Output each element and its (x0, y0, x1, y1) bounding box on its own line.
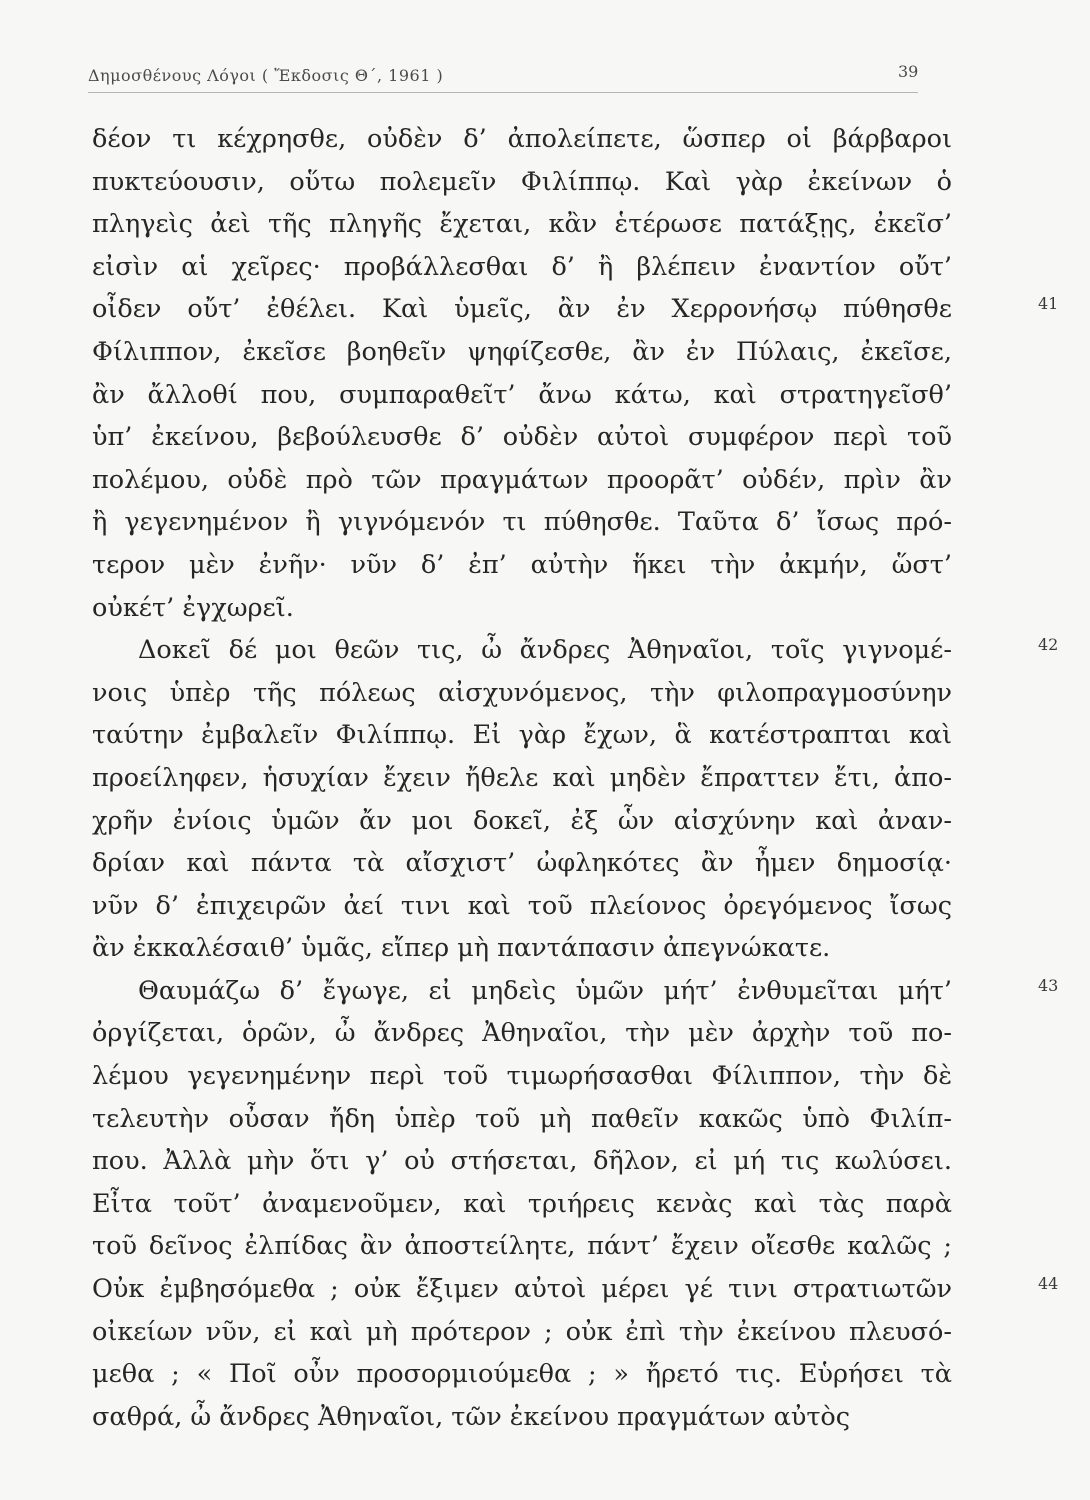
text-line: νῦν δ’ ἐπιχειρῶν ἀεί τινι καὶ τοῦ πλείονος ὀρεγόμενος ἴσως (92, 890, 952, 921)
page-number: 39 (898, 62, 919, 81)
text-line: οἶδεν οὔτ’ ἐθέλει. Καὶ ὑμεῖς, ἂν ἐν Χερρονήσῳ πύθησθε (92, 294, 952, 325)
text-line: τοῦ δεῖνος ἐλπίδας ἂν ἀποστείλητε, πάντ’ ἔχειν οἴεσθε καλῶς ; (92, 1231, 952, 1262)
text-line: πυκτεύουσιν, οὕτω πολεμεῖν Φιλίππῳ. Καὶ γὰρ ἐκείνων ὁ (92, 166, 952, 197)
text-line: εἰσὶν αἱ χεῖρες· προβάλλεσθαι δ’ ἢ βλέπειν ἐναντίον οὔτ’ (92, 251, 952, 282)
text-line: Εἶτα τοῦτ’ ἀναμενοῦμεν, καὶ τριήρεις κενὰς καὶ τὰς παρὰ (92, 1188, 952, 1219)
text-line: τελευτὴν οὖσαν ἤδη ὑπὲρ τοῦ μὴ παθεῖν κακῶς ὑπὸ Φιλίπ- (92, 1103, 952, 1134)
text-line: ἢ γεγενημένον ἢ γιγνόμενόν τι πύθησθε. Ταῦτα δ’ ἴσως πρό- (92, 507, 952, 538)
text-line: μεθα ; « Ποῖ οὖν προσορμιούμεθα ; » ἤρετό τις. Εὑρήσει τὰ (92, 1359, 952, 1390)
text-line: νοις ὑπὲρ τῆς πόλεως αἰσχυνόμενος, τὴν φιλοπραγμοσύνην (92, 677, 952, 708)
text-line: ἂν ἐκκαλέσαιθ’ ὑμᾶς, εἴπερ μὴ παντάπασιν ἀπεγνώκατε. (92, 933, 831, 964)
text-line: τερον μὲν ἐνῆν· νῦν δ’ ἐπ’ αὐτὴν ἥκει τὴν ἀκμήν, ὥστ’ (92, 549, 952, 580)
text-line: χρῆν ἐνίοις ὑμῶν ἄν μοι δοκεῖ, ἐξ ὧν αἰσχύνην καὶ ἀναν- (92, 805, 952, 836)
text-line: προείληφεν, ἡσυχίαν ἔχειν ἤθελε καὶ μηδὲν ἔπραττεν ἔτι, ἀπο- (92, 762, 952, 793)
text-line: ταύτην ἐμβαλεῖν Φιλίππῳ. Εἰ γὰρ ἔχων, ἃ κατέστραπται καὶ (92, 720, 952, 751)
text-line: Φίλιππον, ἐκεῖσε βοηθεῖν ψηφίζεσθε, ἂν ἐν Πύλαις, ἐκεῖσε, (92, 336, 952, 367)
text-line: πληγεὶς ἀεὶ τῆς πληγῆς ἔχεται, κἂν ἑτέρωσε πατάξῃς, ἐκεῖσ’ (92, 209, 952, 240)
text-line: ὑπ’ ἐκείνου, βεβούλευσθε δ’ οὐδὲν αὐτοὶ συμφέρον περὶ τοῦ (92, 422, 952, 453)
text-line: οὐκέτ’ ἐγχωρεῖ. (92, 592, 294, 623)
greek-text-body (92, 118, 1059, 1438)
text-line: που. Ἀλλὰ μὴν ὅτι γ’ οὐ στήσεται, δῆλον, εἰ μή τις κωλύσει. (92, 1146, 952, 1177)
section-number: 42 (1038, 635, 1059, 655)
running-head: Δημοσθένους Λόγοι ( Ἔκδοσις Θ΄, 1961 ) (88, 66, 444, 85)
text-line: σαθρά, ὦ ἄνδρες Ἀθηναῖοι, τῶν ἐκείνου πραγμάτων αὐτὸς (92, 1401, 851, 1432)
text-line: Θαυμάζω δ’ ἔγωγε, εἰ μηδεὶς ὑμῶν μήτ’ ἐνθυμεῖται μήτ’ (138, 975, 952, 1006)
text-line: πολέμου, οὐδὲ πρὸ τῶν πραγμάτων προορᾶτ’ οὐδέν, πρὶν ἂν (92, 464, 952, 495)
text-line: ἂν ἄλλοθί που, συμπαραθεῖτ’ ἄνω κάτω, καὶ στρατηγεῖσθ’ (92, 379, 952, 410)
text-line: ὀργίζεται, ὁρῶν, ὦ ἄνδρες Ἀθηναῖοι, τὴν μὲν ἀρχὴν τοῦ πο- (92, 1018, 952, 1049)
section-number: 44 (1038, 1274, 1059, 1294)
text-line: δρίαν καὶ πάντα τὰ αἴσχιστ’ ὠφληκότες ἂν ἦμεν δημοσίᾳ· (92, 848, 952, 879)
text-line: Οὐκ ἐμβησόμεθα ; οὐκ ἔξιμεν αὐτοὶ μέρει γέ τινι στρατιωτῶν (92, 1274, 952, 1305)
text-line: Δοκεῖ δέ μοι θεῶν τις, ὦ ἄνδρες Ἀθηναῖοι, τοῖς γιγνομέ- (138, 635, 952, 666)
section-number: 41 (1038, 294, 1059, 314)
text-line: δέον τι κέχρησθε, οὐδὲν δ’ ἀπολείπετε, ὥσπερ οἱ βάρβαροι (92, 124, 952, 154)
section-number: 43 (1038, 976, 1059, 995)
text-line: λέμου γεγενημένην περὶ τοῦ τιμωρήσασθαι Φίλιππον, τὴν δὲ (92, 1061, 952, 1092)
text-line: οἰκείων νῦν, εἰ καὶ μὴ πρότερον ; οὐκ ἐπὶ τὴν ἐκείνου πλευσό- (92, 1316, 952, 1347)
header-rule (88, 92, 918, 93)
